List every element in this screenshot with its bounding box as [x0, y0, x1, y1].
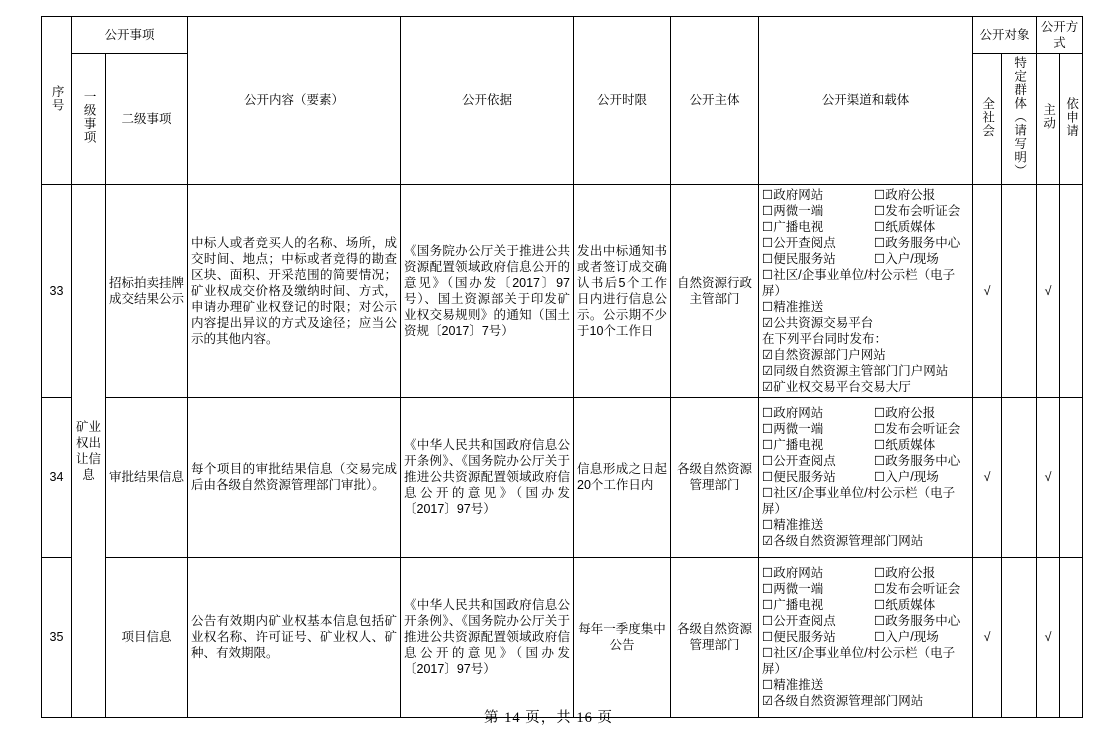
channel-option-row — [762, 187, 969, 203]
channel-option[interactable]: ☐政务服务中心 — [874, 614, 961, 628]
cell-content: 中标人或者竞买人的名称、场所，成交时间、地点；中标或者竞得的勘查区块、面积、开采范围的简要情况；矿业权成交价格及缴纳时间、方式，申请办理矿业权登记的时限；对公示内容提出异议的方式及途径；应当公示的其他内容。 — [188, 184, 401, 397]
channel-option-row — [762, 421, 969, 437]
header-level1 — [72, 54, 106, 185]
channel-option-row — [762, 453, 969, 469]
cell-content: 公告有效期内矿业权基本信息包括矿业权名称、许可证号、矿业权人、矿种、有效期限。 — [188, 557, 401, 717]
header-seq — [42, 17, 72, 185]
channel-option[interactable]: ☐政府网站 — [762, 406, 824, 420]
channel-option[interactable]: ☐社区/企事业单位/村公示栏（电子屏） — [762, 486, 956, 516]
channel-option[interactable]: ☐发布会听证会 — [874, 582, 961, 596]
channel-option[interactable]: ☐政务服务中心 — [874, 235, 961, 250]
channel-option[interactable]: ☑公共资源交易平台 — [762, 315, 874, 330]
cell-active: √ — [1037, 397, 1060, 557]
cell-on-request — [1060, 184, 1083, 397]
header-specific-group — [1002, 54, 1037, 185]
channel-option[interactable]: ☐广播电视 — [762, 438, 824, 452]
header-method — [1037, 17, 1083, 54]
channel-option[interactable]: ☑各级自然资源管理部门网站 — [762, 534, 924, 548]
cell-on-request — [1060, 557, 1083, 717]
header-basis: 公开依据 — [401, 17, 574, 185]
channel-option-row — [762, 437, 969, 453]
channel-option[interactable]: ☐入户/现场 — [874, 630, 939, 644]
cell-specific-group — [1002, 557, 1037, 717]
cell-deadline: 信息形成之日起20个工作日内 — [574, 397, 671, 557]
header-seq-label: 序号 — [50, 84, 65, 112]
channel-option[interactable]: ☐广播电视 — [762, 598, 824, 612]
channel-option[interactable]: ☑矿业权交易平台交易大厅 — [762, 379, 911, 394]
channel-option-row — [762, 469, 969, 485]
channel-option[interactable]: ☐便民服务站 — [762, 630, 836, 644]
disclosure-table — [41, 16, 1083, 718]
channel-option[interactable]: ☐两微一端 — [762, 422, 824, 436]
channel-option[interactable]: ☐精准推送 — [762, 678, 824, 692]
channel-option[interactable]: ☐政府公报 — [874, 187, 936, 202]
table-header — [42, 17, 1083, 185]
channel-option-row — [762, 235, 969, 251]
header-active — [1037, 54, 1060, 185]
header-audience: 公开对象 — [973, 17, 1037, 54]
channel-option[interactable]: ☐社区/企事业单位/村公示栏（电子屏） — [762, 646, 956, 676]
cell-basis: 《中华人民共和国政府信息公开条例》、《国务院办公厅关于推进公共资源配置领域政府信息公开的意见》（国办发〔2017〕97号） — [401, 557, 574, 717]
cell-deadline: 发出中标通知书或者签订成交确认书后5个工作日内进行信息公示。公示期不少于10个工作日 — [574, 184, 671, 397]
channel-note: 在下列平台同时发布： — [762, 331, 888, 346]
cell-level2: 审批结果信息 — [106, 397, 188, 557]
cell-subject: 各级自然资源管理部门 — [671, 557, 759, 717]
channel-option[interactable]: ☐政府公报 — [874, 406, 936, 420]
cell-level2: 招标拍卖挂牌成交结果公示 — [106, 184, 188, 397]
channel-option[interactable]: ☐入户/现场 — [874, 470, 939, 484]
cell-basis: 《国务院办公厅关于推进公共资源配置领域政府信息公开的意见》（国办发〔2017〕97号）、国土资源部关于印发矿业权交易规则》的通知（国土资规〔2017〕7号） — [401, 184, 574, 397]
table-row — [42, 557, 1083, 717]
header-subject: 公开主体 — [671, 17, 759, 185]
channel-option[interactable]: ☐发布会听证会 — [874, 203, 961, 218]
channel-option[interactable]: ☐入户/现场 — [874, 251, 939, 266]
channel-option[interactable]: ☑各级自然资源管理部门网站 — [762, 694, 924, 708]
channel-option[interactable]: ☐公开查阅点 — [762, 454, 836, 468]
cell-subject: 自然资源行政主管部门 — [671, 184, 759, 397]
header-content — [188, 17, 401, 185]
cell-active: √ — [1037, 184, 1060, 397]
channel-option[interactable]: ☐精准推送 — [762, 299, 824, 314]
cell-seq: 35 — [42, 557, 72, 717]
channel-option[interactable]: ☐纸质媒体 — [874, 598, 936, 612]
channel-option-row — [762, 405, 969, 421]
channel-option[interactable]: ☐纸质媒体 — [874, 438, 936, 452]
channel-option[interactable]: ☐政务服务中心 — [874, 454, 961, 468]
cell-all-society: √ — [973, 397, 1002, 557]
channel-option[interactable]: ☐发布会听证会 — [874, 422, 961, 436]
header-on-request-label: 依申请 — [1064, 96, 1079, 137]
channel-option-row — [762, 581, 969, 597]
channel-option[interactable]: ☐政府网站 — [762, 566, 824, 580]
cell-level1 — [72, 184, 106, 717]
channel-option-row — [762, 251, 969, 267]
cell-specific-group — [1002, 184, 1037, 397]
table-row — [42, 184, 1083, 397]
channel-option[interactable]: ☐政府网站 — [762, 187, 824, 202]
channel-option[interactable]: ☐纸质媒体 — [874, 219, 936, 234]
header-level1-label: 一级事项 — [82, 89, 97, 144]
header-method-label: 公开方式 — [1040, 20, 1079, 50]
channel-option-row — [762, 203, 969, 219]
page-footer: 第 14 页，共 16 页 — [484, 710, 613, 726]
cell-deadline: 每年一季度集中公告 — [574, 557, 671, 717]
cell-seq: 33 — [42, 184, 72, 397]
channel-option[interactable]: ☐广播电视 — [762, 219, 824, 234]
cell-on-request — [1060, 397, 1083, 557]
header-channel: 公开渠道和载体 — [759, 17, 973, 185]
channel-option[interactable]: ☐政府公报 — [874, 566, 936, 580]
channel-option[interactable]: ☑自然资源部门户网站 — [762, 347, 886, 362]
channel-option[interactable]: ☐便民服务站 — [762, 470, 836, 484]
cell-subject: 各级自然资源管理部门 — [671, 397, 759, 557]
header-level2: 二级事项 — [106, 54, 188, 185]
channel-option-row — [762, 597, 969, 613]
channel-option-row — [762, 565, 969, 581]
channel-option-row — [762, 219, 969, 235]
header-active-label: 主动 — [1041, 103, 1056, 131]
channel-option[interactable]: ☐两微一端 — [762, 203, 824, 218]
channel-option[interactable]: ☑同级自然资源主管部门门户网站 — [762, 363, 949, 378]
cell-seq: 34 — [42, 397, 72, 557]
header-all-society-label: 全社会 — [980, 96, 995, 137]
header-specific-group-label: 特定群体（请写明） — [1012, 56, 1027, 178]
cell-channel — [759, 557, 973, 717]
cell-channel — [759, 184, 973, 397]
cell-level2: 项目信息 — [106, 557, 188, 717]
channel-option-row — [762, 613, 969, 629]
channel-option[interactable]: ☐精准推送 — [762, 518, 824, 532]
cell-active: √ — [1037, 557, 1060, 717]
table-row — [42, 397, 1083, 557]
channel-option[interactable]: ☐公开查阅点 — [762, 235, 836, 250]
cell-channel — [759, 397, 973, 557]
header-deadline: 公开时限 — [574, 17, 671, 185]
cell-all-society: √ — [973, 184, 1002, 397]
header-on-request — [1060, 54, 1083, 185]
header-public-matters: 公开事项 — [72, 17, 188, 54]
cell-all-society: √ — [973, 557, 1002, 717]
cell-specific-group — [1002, 397, 1037, 557]
channel-option[interactable]: ☐社区/企事业单位/村公示栏（电子屏） — [762, 267, 956, 298]
cell-content: 每个项目的审批结果信息（交易完成后由各级自然资源管理部门审批）。 — [188, 397, 401, 557]
cell-level1-label: 矿业权出让信息 — [75, 419, 101, 482]
header-content-label: 公开内容（要素） — [244, 93, 345, 108]
channel-option[interactable]: ☐两微一端 — [762, 582, 824, 596]
table-body — [42, 184, 1083, 717]
cell-basis: 《中华人民共和国政府信息公开条例》、《国务院办公厅关于推进公共资源配置领域政府信息公开的意见》（国办发〔2017〕97号） — [401, 397, 574, 557]
channel-option[interactable]: ☐公开查阅点 — [762, 614, 836, 628]
header-all-society — [973, 54, 1002, 185]
channel-option[interactable]: ☐便民服务站 — [762, 251, 836, 266]
channel-option-row — [762, 629, 969, 645]
